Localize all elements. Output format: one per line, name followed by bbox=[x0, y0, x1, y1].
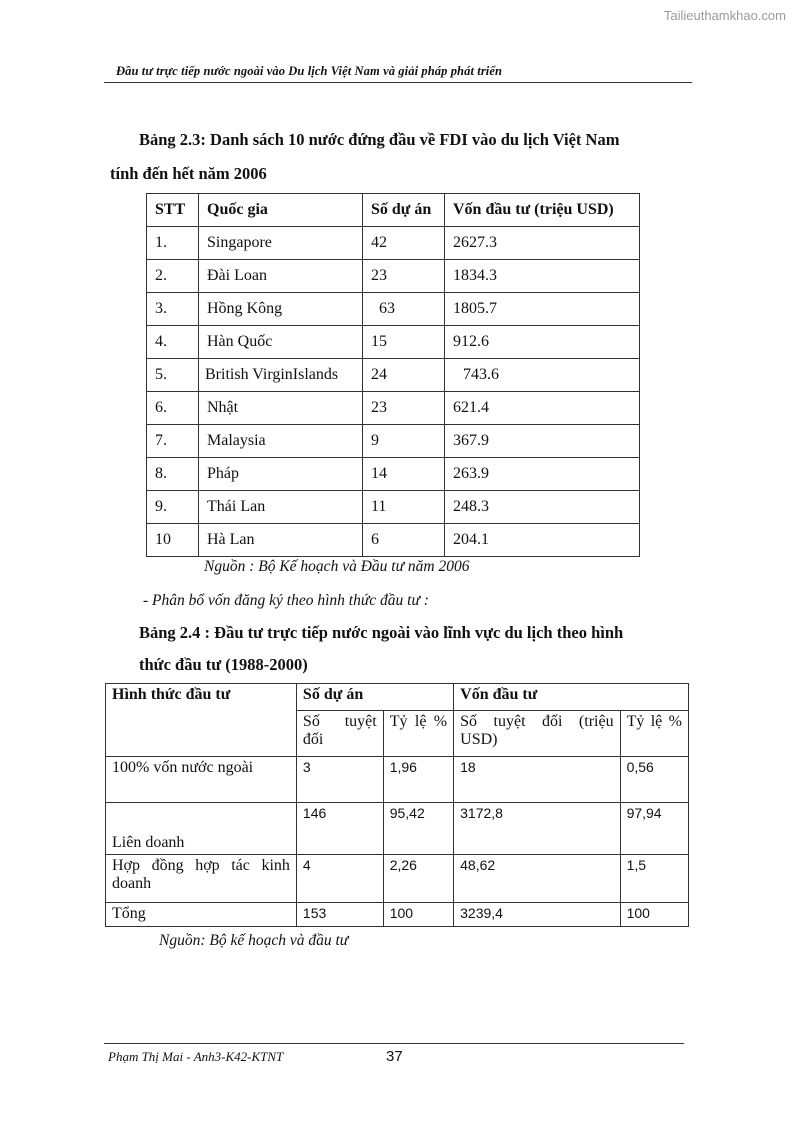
cell-capital: 263.9 bbox=[445, 458, 640, 491]
watermark: Tailieuthamkhao.com bbox=[663, 8, 786, 23]
cell-projects: 11 bbox=[363, 491, 445, 524]
header-cell-capital: Vốn đầu tư bbox=[454, 684, 689, 711]
cell-capital: 743.6 bbox=[445, 359, 640, 392]
header-cell-projects: Số dự án bbox=[363, 194, 445, 227]
table1-caption-line2: tính đến hết năm 2006 bbox=[110, 164, 267, 183]
cell-value: 100 bbox=[383, 903, 453, 927]
header-cell-stt: STT bbox=[147, 194, 199, 227]
cell-stt: 8. bbox=[147, 458, 199, 491]
cell-country: Nhật bbox=[199, 392, 363, 425]
cell-capital: 621.4 bbox=[445, 392, 640, 425]
fdi-top10-table bbox=[146, 193, 640, 557]
subheader-cell: Tỷ lệ % bbox=[620, 711, 688, 757]
section-bullet: - Phân bổ vốn đăng ký theo hình thức đầu tư : bbox=[143, 592, 429, 609]
cell-stt: 1. bbox=[147, 227, 199, 260]
cell-stt: 6. bbox=[147, 392, 199, 425]
cell-value: 100 bbox=[620, 903, 688, 927]
cell-stt: 9. bbox=[147, 491, 199, 524]
cell-value: 4 bbox=[296, 855, 383, 903]
table-row bbox=[106, 757, 689, 803]
cell-projects: 15 bbox=[363, 326, 445, 359]
cell-country: Malaysia bbox=[199, 425, 363, 458]
cell-country: Đài Loan bbox=[199, 260, 363, 293]
table-row bbox=[147, 293, 640, 326]
cell-value: 1,5 bbox=[620, 855, 688, 903]
cell-country: Hà Lan bbox=[199, 524, 363, 557]
cell-country: Thái Lan bbox=[199, 491, 363, 524]
table2-caption: Bảng 2.4 : Đầu tư trực tiếp nước ngoài vào lĩnh vực du lịch theo hình bbox=[139, 623, 624, 642]
cell-value: 3239,4 bbox=[454, 903, 620, 927]
cell-country: British VirginIslands bbox=[199, 359, 363, 392]
cell-form: Tổng bbox=[106, 903, 297, 927]
table1-caption: Bảng 2.3: Danh sách 10 nước đứng đầu về FDI vào du lịch Việt Nam bbox=[139, 130, 620, 149]
cell-projects: 63 bbox=[363, 293, 445, 326]
cell-capital: 912.6 bbox=[445, 326, 640, 359]
running-header: Đầu tư trực tiếp nước ngoài vào Du lịch Việt Nam và giải pháp phát triển bbox=[116, 64, 503, 78]
cell-stt: 2. bbox=[147, 260, 199, 293]
cell-capital: 1805.7 bbox=[445, 293, 640, 326]
header-rule bbox=[104, 82, 692, 83]
cell-capital: 2627.3 bbox=[445, 227, 640, 260]
cell-capital: 367.9 bbox=[445, 425, 640, 458]
cell-country: Hàn Quốc bbox=[199, 326, 363, 359]
table-row bbox=[147, 425, 640, 458]
cell-stt: 4. bbox=[147, 326, 199, 359]
header-cell-projects: Số dự án bbox=[296, 684, 453, 711]
subheader-cell: Tỷ lệ % bbox=[383, 711, 453, 757]
page-number: 37 bbox=[386, 1048, 403, 1065]
table-row bbox=[147, 491, 640, 524]
cell-value: 48,62 bbox=[454, 855, 620, 903]
table-row bbox=[106, 855, 689, 903]
table-row bbox=[147, 326, 640, 359]
cell-value: 3172,8 bbox=[454, 803, 620, 855]
cell-stt: 10 bbox=[147, 524, 199, 557]
cell-form: Hợp đồng hợp tác kinh doanh bbox=[106, 855, 297, 903]
cell-capital: 248.3 bbox=[445, 491, 640, 524]
cell-form: 100% vốn nước ngoài bbox=[106, 757, 297, 803]
cell-stt: 5. bbox=[147, 359, 199, 392]
table-row bbox=[106, 903, 689, 927]
cell-country: Singapore bbox=[199, 227, 363, 260]
cell-projects: 23 bbox=[363, 392, 445, 425]
cell-projects: 14 bbox=[363, 458, 445, 491]
table2-caption-line2: thức đầu tư (1988-2000) bbox=[139, 655, 308, 674]
table-row bbox=[147, 524, 640, 557]
table-header-row bbox=[106, 684, 689, 711]
cell-projects: 6 bbox=[363, 524, 445, 557]
cell-projects: 42 bbox=[363, 227, 445, 260]
cell-value: 1,96 bbox=[383, 757, 453, 803]
cell-stt: 7. bbox=[147, 425, 199, 458]
cell-value: 3 bbox=[296, 757, 383, 803]
subheader-cell: Số tuyệt đối bbox=[296, 711, 383, 757]
subheader-cell: Số tuyệt đối (triệu USD) bbox=[454, 711, 620, 757]
header-cell-country: Quốc gia bbox=[199, 194, 363, 227]
table-row bbox=[147, 458, 640, 491]
footer-author: Phạm Thị Mai - Anh3-K42-KTNT bbox=[108, 1049, 284, 1064]
cell-value: 153 bbox=[296, 903, 383, 927]
cell-country: Pháp bbox=[199, 458, 363, 491]
table-header-row bbox=[147, 194, 640, 227]
header-cell-form: Hình thức đầu tư bbox=[106, 684, 297, 757]
table-row bbox=[147, 227, 640, 260]
header-cell-capital: Vốn đầu tư (triệu USD) bbox=[445, 194, 640, 227]
cell-value: 146 bbox=[296, 803, 383, 855]
table1-source: Nguồn : Bộ Kế hoạch và Đầu tư năm 2006 bbox=[204, 558, 470, 575]
table-row bbox=[147, 260, 640, 293]
cell-projects: 24 bbox=[363, 359, 445, 392]
cell-value: 95,42 bbox=[383, 803, 453, 855]
cell-projects: 9 bbox=[363, 425, 445, 458]
cell-country: Hồng Kông bbox=[199, 293, 363, 326]
cell-value: 18 bbox=[454, 757, 620, 803]
table-row bbox=[106, 803, 689, 855]
fdi-by-form-table bbox=[105, 683, 689, 927]
cell-value: 2,26 bbox=[383, 855, 453, 903]
cell-value: 97,94 bbox=[620, 803, 688, 855]
footer-rule bbox=[104, 1043, 684, 1044]
cell-capital: 204.1 bbox=[445, 524, 640, 557]
table-row bbox=[147, 359, 640, 392]
cell-value: 0,56 bbox=[620, 757, 688, 803]
cell-stt: 3. bbox=[147, 293, 199, 326]
cell-projects: 23 bbox=[363, 260, 445, 293]
table2-source: Nguồn: Bộ kế hoạch và đầu tư bbox=[159, 932, 349, 949]
table-row bbox=[147, 392, 640, 425]
cell-form: Liên doanh bbox=[106, 803, 297, 855]
cell-capital: 1834.3 bbox=[445, 260, 640, 293]
